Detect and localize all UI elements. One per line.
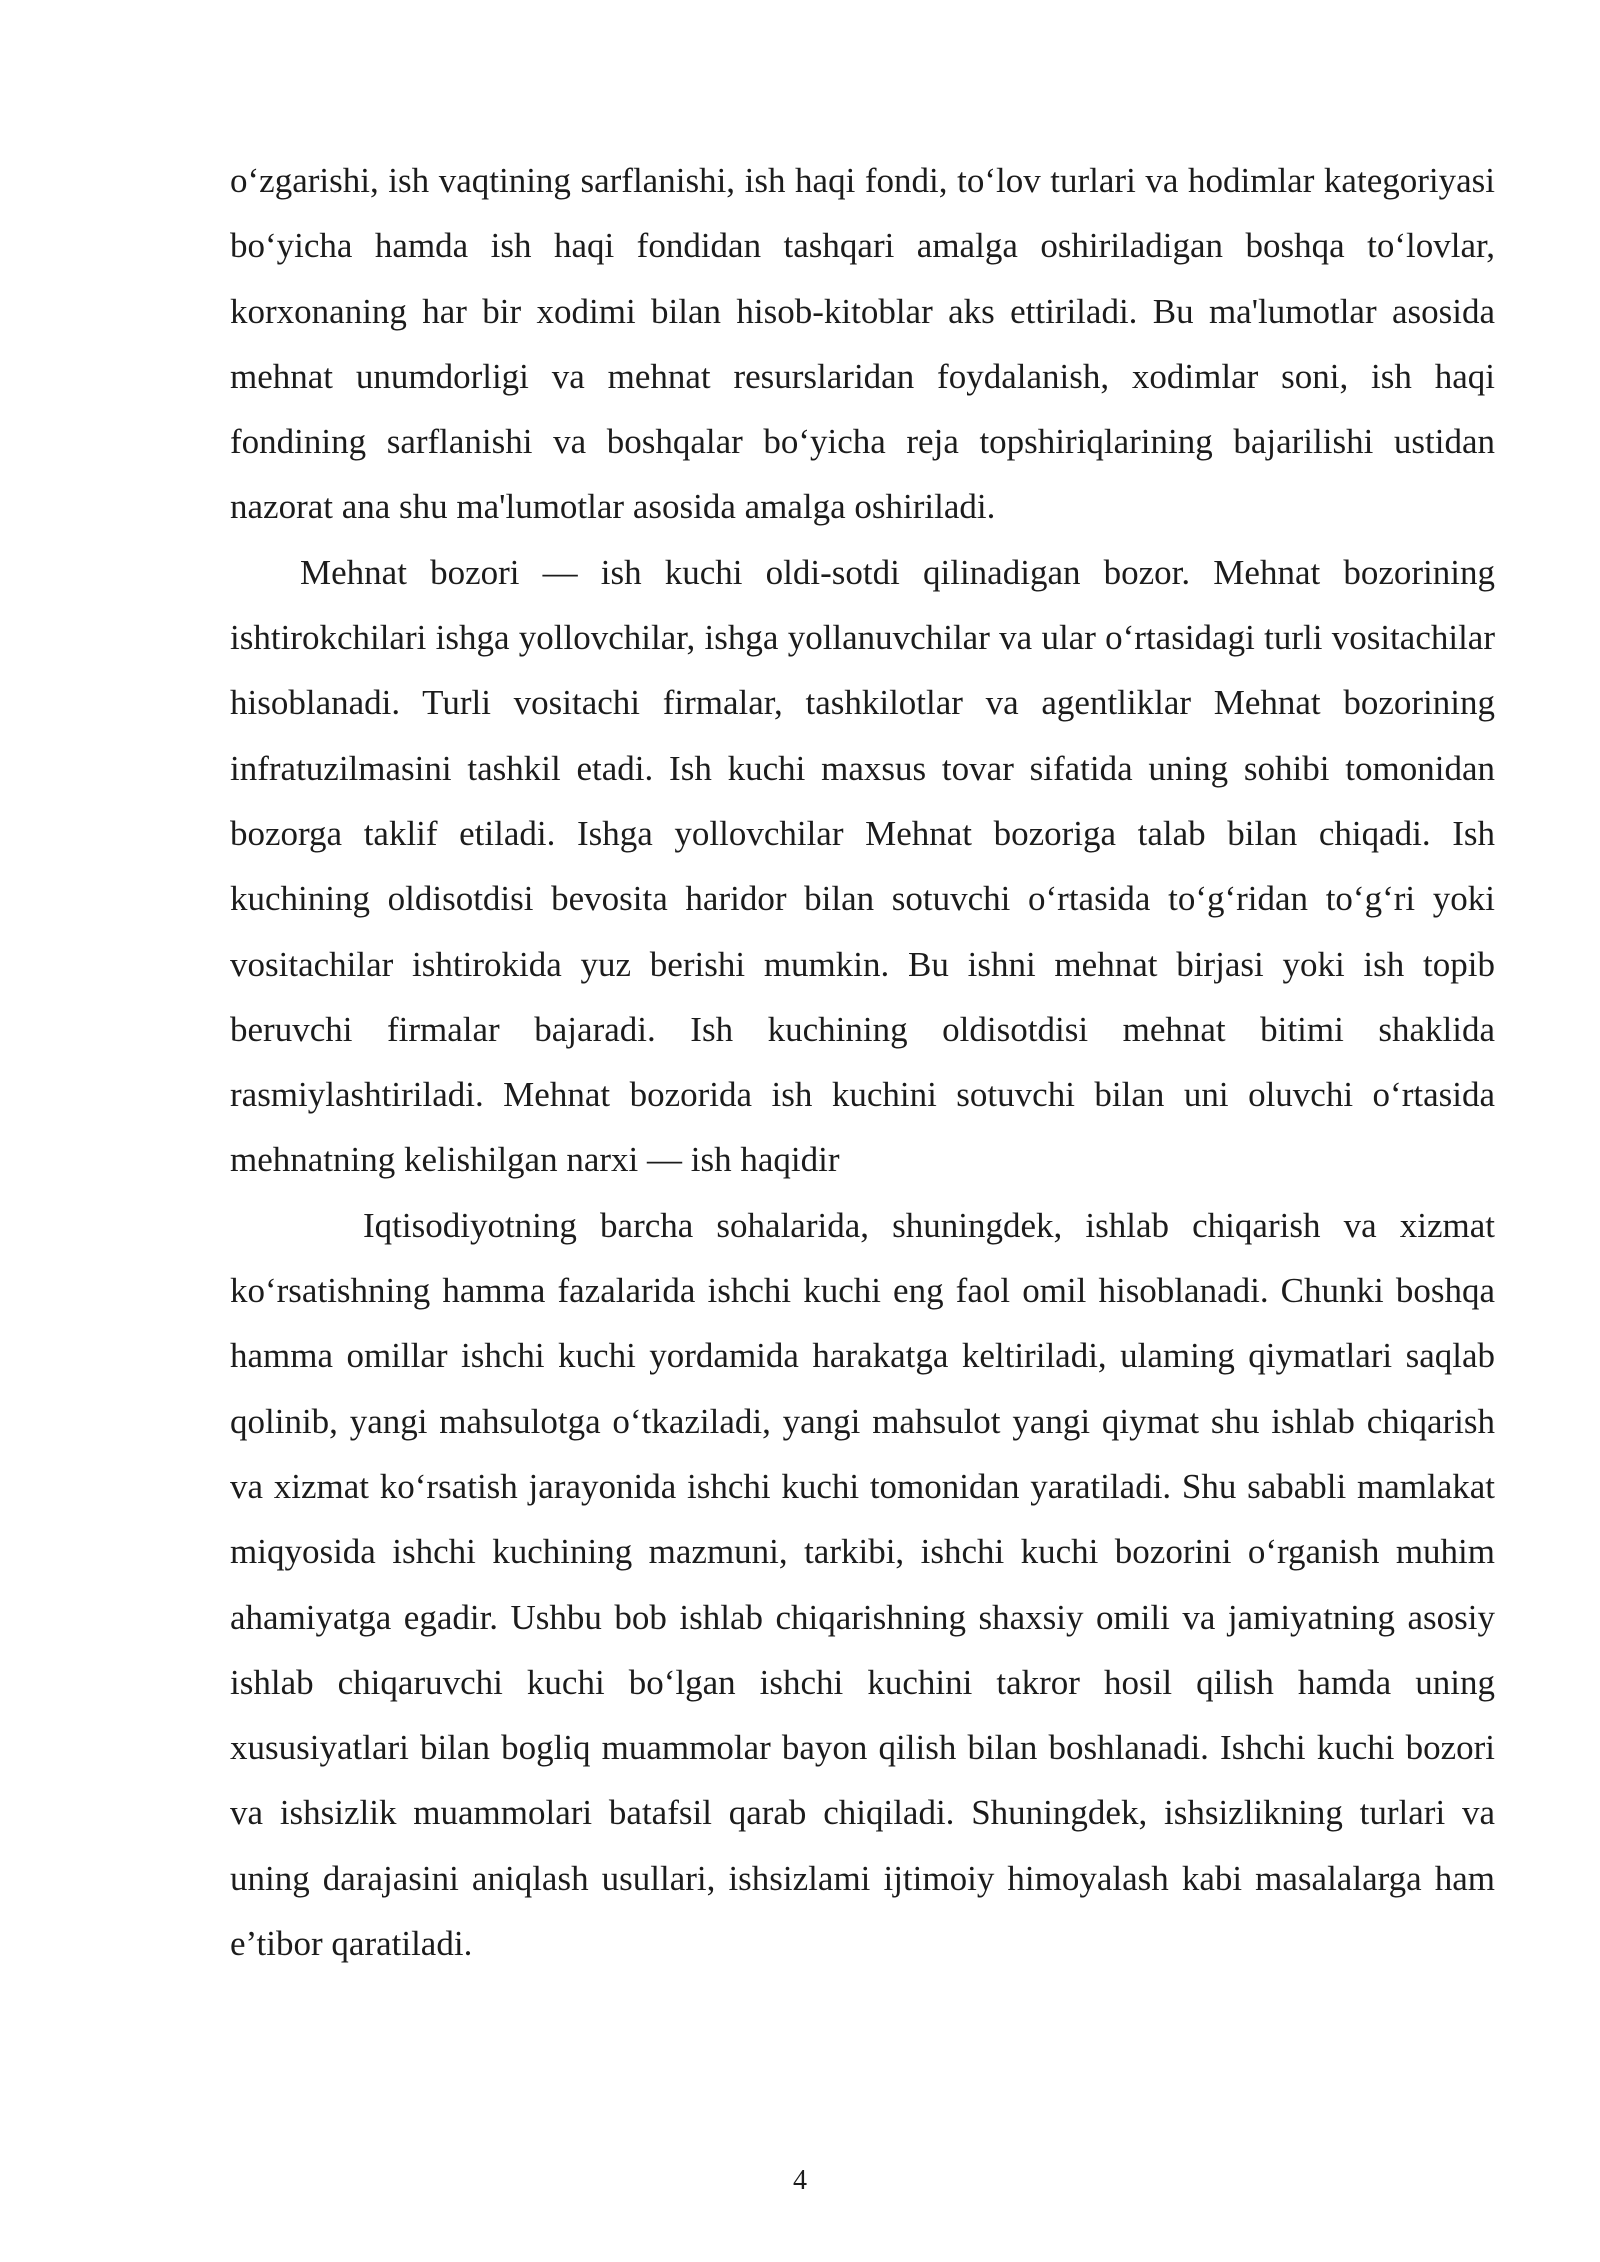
page-number: 4: [793, 2165, 807, 2196]
body-text: [230, 148, 1495, 1976]
paragraph-1: o‘zgarishi, ish vaqtining sarflanishi, ish haqi fondi, to‘lov turlari va hodimlar kategoriyasi bo‘yicha hamda ish haqi fondidan tashqari amalga oshiriladigan boshqa to‘lovlar, korxonaning har bir xodimi bilan hisob-kitoblar aks ettiriladi. Bu ma'lumotlar asosida mehnat unumdorligi va mehnat resurslaridan foydalanish, xodimlar soni, ish haqi fondining sarflanishi va boshqalar bo‘yicha reja topshiriqlarining bajarilishi ustidan nazorat ana shu ma'lumotlar asosida amalga oshiriladi.: [230, 161, 1495, 527]
paragraph-3: Iqtisodiyotning barcha sohalarida, shuningdek, ishlab chiqarish va xizmat ko‘rsatishning hamma fazalarida ishchi kuchi eng faol omil hisoblanadi. Chunki boshqa hamma omillar ishchi kuchi yordamida harakatga keltiriladi, ulaming qiymatlari saqlab qolinib, yangi mahsulotga o‘tkaziladi, yangi mahsulot yangi qiymat shu ishlab chiqarish va xizmat ko‘rsatish jarayonida ishchi kuchi tomonidan yaratiladi. Shu sababli mamlakat miqyosida ishchi kuchining mazmuni, tarkibi, ishchi kuchi bozorini o‘rganish muhim ahamiyatga egadir. Ushbu bob ishlab chiqarishning shaxsiy omili va jamiyatning asosiy ishlab chiqaruvchi kuchi bo‘lgan ishchi kuchini takror hosil qilish hamda uning xususiyatlari bilan bogliq muammolar bayon qilish bilan boshlanadi. Ishchi kuchi bozori va ishsizlik muammolari batafsil qarab chiqiladi. Shuningdek, ishsizlikning turlari va uning darajasini aniqlash usullari, ishsizlami ijtimoiy himoyalash kabi masalalarga ham e’tibor qaratiladi.: [230, 1205, 1495, 1964]
paragraph-2: Mehnat bozori — ish kuchi oldi-sotdi qilinadigan bozor. Mehnat bozorining ishtirokchilari ishga yollovchilar, ishga yollanuvchilar va ular o‘rtasidagi turli vositachilar hisoblanadi. Turli vositachi firmalar, tashkilotlar va agentliklar Mehnat bozorining infratuzilmasini tashkil etadi. Ish kuchi maxsus tovar sifatida uning sohibi tomonidan bozorga taklif etiladi. Ishga yollovchilar Mehnat bozoriga talab bilan chiqadi. Ish kuchining oldisotdisi bevosita haridor bilan sotuvchi o‘rtasida to‘g‘ridan to‘g‘ri yoki vositachilar ishtirokida yuz berishi mumkin. Bu ishni mehnat birjasi yoki ish topib beruvchi firmalar bajaradi. Ish kuchining oldisotdisi mehnat bitimi shaklida rasmiylashtiriladi. Mehnat bozorida ish kuchini sotuvchi bilan uni oluvchi o‘rtasida mehnatning kelishilgan narxi — ish haqidir: [230, 552, 1495, 1180]
